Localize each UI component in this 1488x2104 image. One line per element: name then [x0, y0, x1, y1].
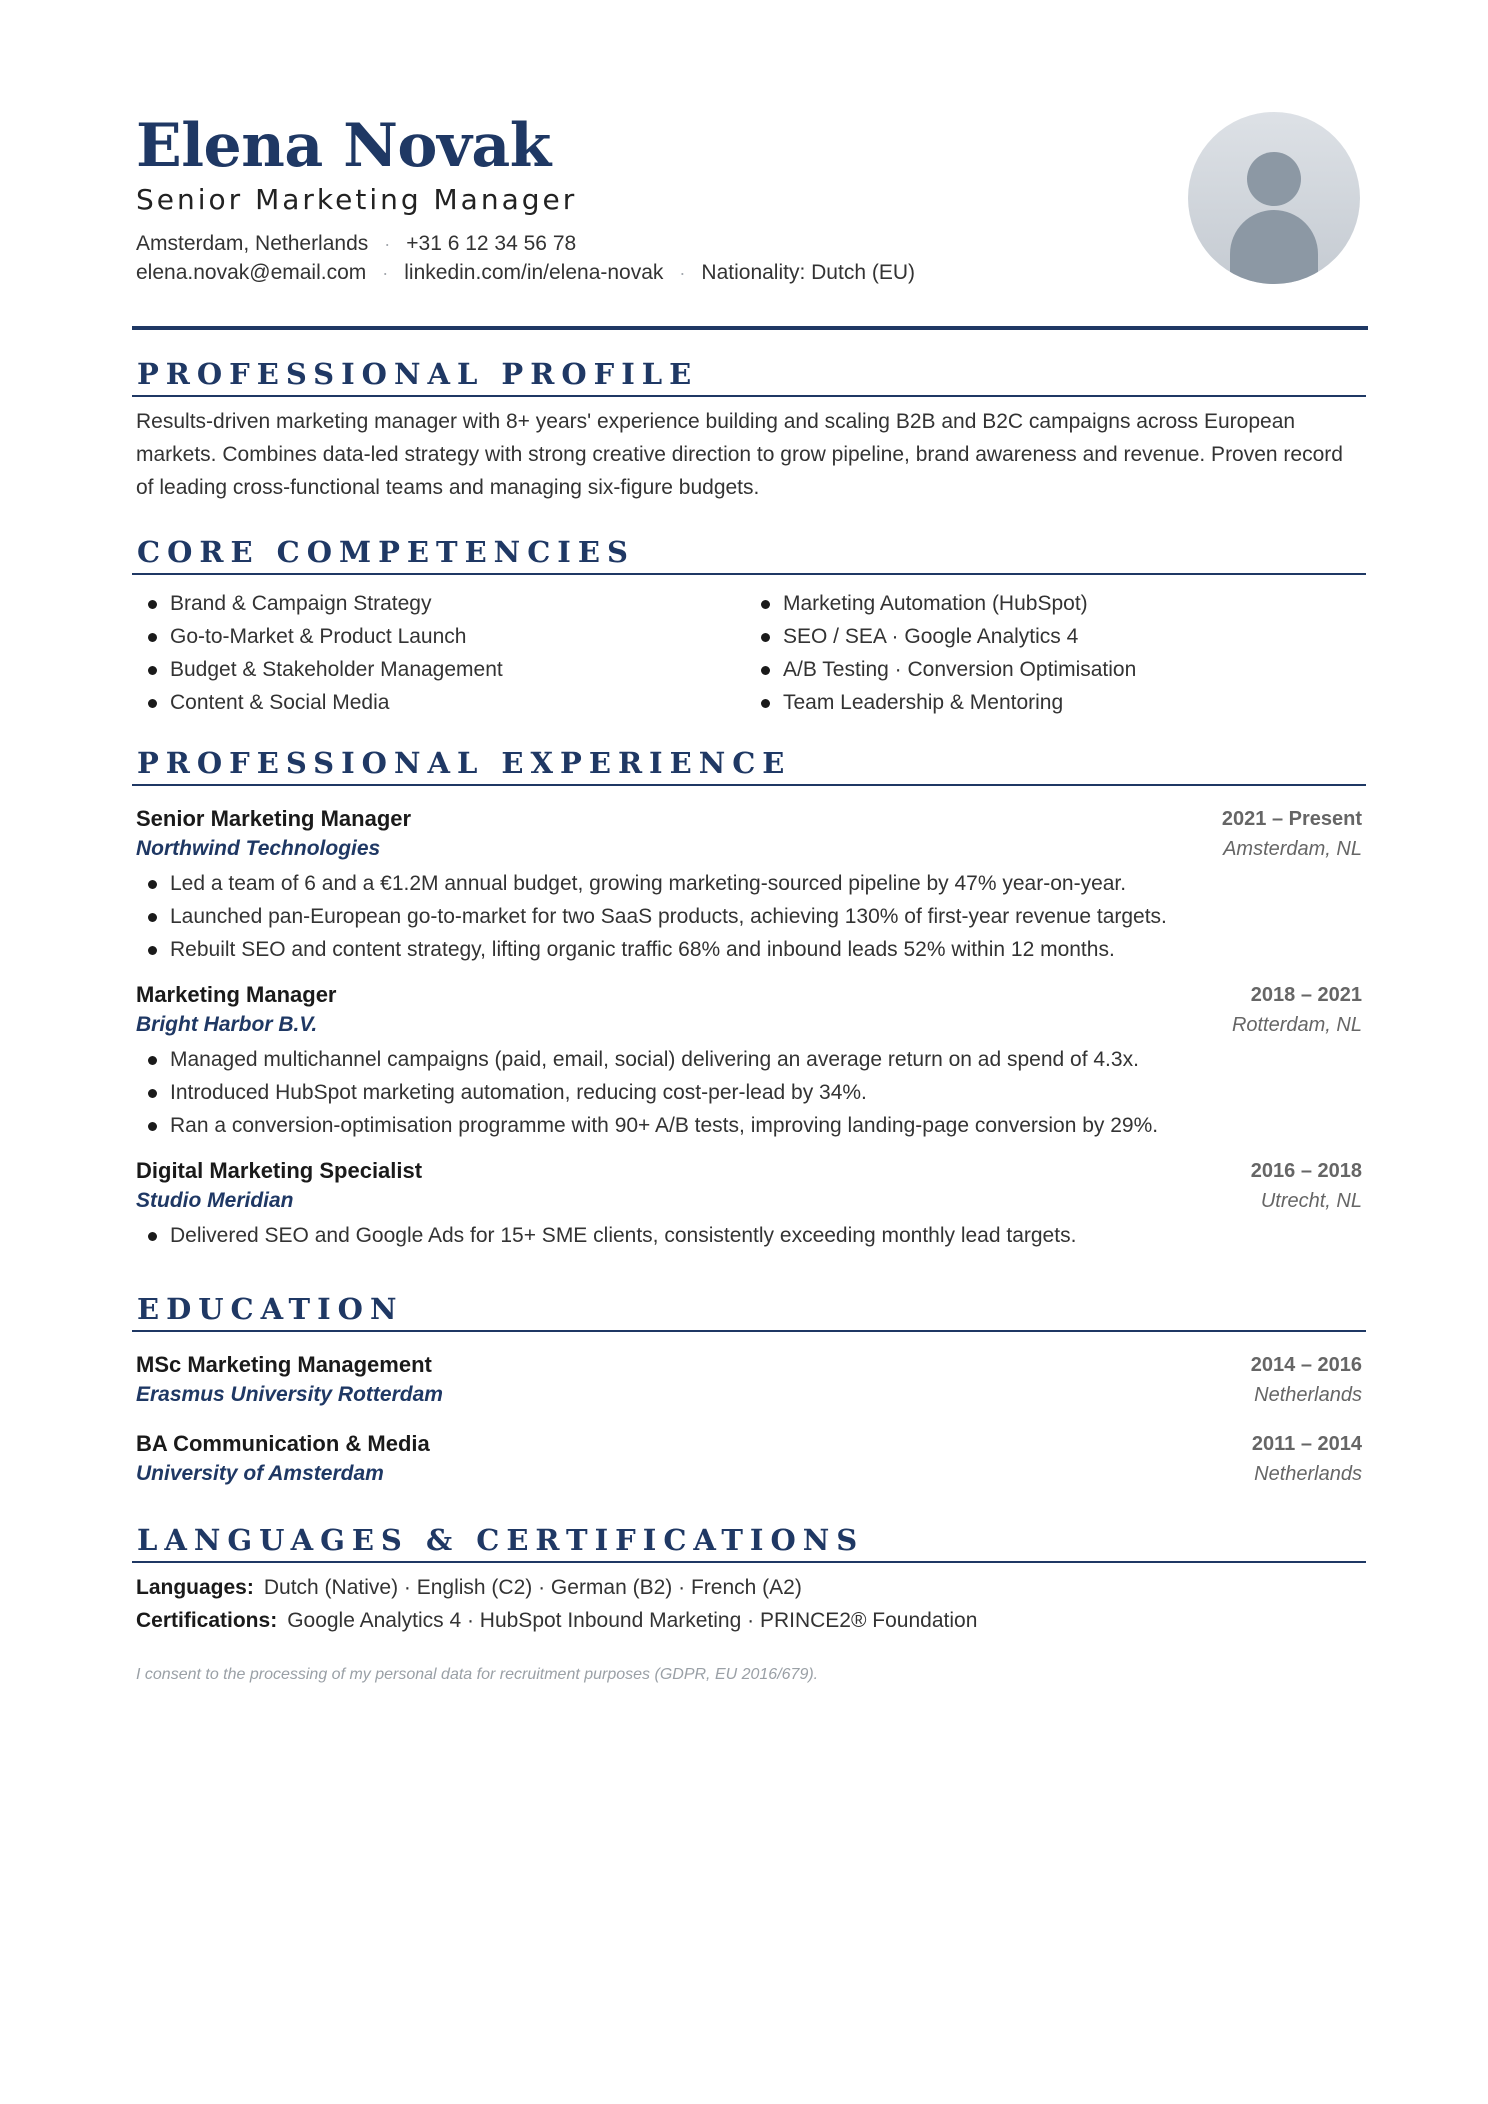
section-experience: [136, 744, 1366, 1252]
list-item: Ran a conversion-optimisation programme with 90+ A/B tests, improving landing-page conversion by 29%.: [136, 1109, 1362, 1142]
section-heading: PROFESSIONAL PROFILE: [137, 357, 699, 391]
list-item: Brand & Campaign Strategy: [136, 587, 749, 620]
candidate-title: Senior Marketing Manager: [136, 183, 578, 216]
header-divider: [132, 326, 1368, 330]
languages-label: Languages:: [136, 1576, 254, 1599]
list-item: A/B Testing · Conversion Optimisation: [749, 653, 1349, 686]
list-item: Introduced HubSpot marketing automation, reducing cost-per-lead by 34%.: [136, 1076, 1362, 1109]
job-org: Bright Harbor B.V.: [136, 1013, 318, 1036]
contact-row-1: [136, 230, 576, 258]
person-silhouette-icon: [1188, 112, 1360, 284]
job-location: Rotterdam, NL: [1231, 1014, 1362, 1036]
education-dates: 2014 – 2016: [1250, 1354, 1362, 1376]
languages-value: Dutch (Native) · English (C2) · German (B2) · French (A2): [263, 1576, 802, 1599]
degree: MSc Marketing Management: [136, 1352, 432, 1377]
languages-row: [136, 1571, 1366, 1604]
section-divider: [132, 573, 1366, 575]
school: University of Amsterdam: [136, 1462, 384, 1485]
certifications-row: [136, 1604, 1366, 1637]
list-item: Delivered SEO and Google Ads for 15+ SME clients, consistently exceeding monthly lead targets.: [136, 1219, 1362, 1252]
silhouette-body: [1230, 210, 1318, 284]
school: Erasmus University Rotterdam: [136, 1383, 443, 1406]
education-location: Netherlands: [1254, 1463, 1362, 1485]
separator: ·: [384, 234, 391, 254]
certifications-value: Google Analytics 4 · HubSpot Inbound Marketing · PRINCE2® Foundation: [287, 1609, 978, 1632]
section-divider: [132, 395, 1366, 397]
nationality: Nationality: Dutch (EU): [701, 261, 915, 284]
certifications-label: Certifications:: [136, 1609, 278, 1632]
separator: ·: [679, 263, 686, 283]
job-location: Utrecht, NL: [1260, 1190, 1362, 1212]
header: [136, 0, 1366, 330]
list-item: Led a team of 6 and a €1.2M annual budget, growing marketing-sourced pipeline by 47% year-on-year.: [136, 867, 1362, 900]
phone: +31 6 12 34 56 78: [406, 232, 577, 255]
section-divider: [132, 1330, 1366, 1332]
email: elena.novak@email.com: [136, 261, 367, 284]
education-entry: [136, 1350, 1362, 1410]
job-bullets: [136, 1219, 1362, 1252]
competencies-left: [136, 587, 749, 719]
candidate-name: Elena Novak: [136, 111, 551, 181]
contact-row-2: [136, 259, 915, 287]
silhouette-head: [1247, 152, 1301, 206]
gdpr-consent-note: I consent to the processing of my personal data for recruitment purposes (GDPR, EU 2016/679).: [136, 1666, 819, 1683]
section-divider: [132, 784, 1366, 786]
job-org: Northwind Technologies: [136, 837, 381, 860]
education-entry: [136, 1429, 1362, 1489]
job-dates: 2018 – 2021: [1250, 984, 1362, 1006]
job-entry: [136, 1156, 1362, 1252]
profile-text: Results-driven marketing manager with 8+ years' experience building and scaling B2B and B2C campaigns across European markets. Combines data-led strategy with strong creative direction to grow pipeline, brand awareness and revenue. Proven record of leading cross-functional teams and managing six-figure budgets.: [136, 410, 1343, 499]
job-entry: [136, 980, 1362, 1142]
education-location: Netherlands: [1254, 1384, 1362, 1406]
languages-certs-list: [136, 1571, 1366, 1637]
job-bullets: [136, 1043, 1362, 1142]
list-item: Go-to-Market & Product Launch: [136, 620, 749, 653]
section-heading: PROFESSIONAL EXPERIENCE: [137, 746, 792, 780]
job-dates: 2016 – 2018: [1250, 1160, 1362, 1182]
section-profile: [136, 355, 1366, 504]
list-item: SEO / SEA · Google Analytics 4: [749, 620, 1349, 653]
section-divider: [132, 1561, 1366, 1563]
list-item: Launched pan-European go-to-market for two SaaS products, achieving 130% of first-year revenue targets.: [136, 900, 1362, 933]
location: Amsterdam, Netherlands: [136, 232, 369, 255]
competencies-grid: [136, 587, 1366, 719]
job-dates: 2021 – Present: [1221, 808, 1362, 830]
resume-content: [136, 0, 1366, 1683]
job-role: Senior Marketing Manager: [136, 806, 412, 831]
competencies-right: [749, 587, 1349, 719]
linkedin: linkedin.com/in/elena-novak: [404, 261, 664, 284]
list-item: Rebuilt SEO and content strategy, lifting organic traffic 68% and inbound leads 52% within 12 months.: [136, 933, 1362, 966]
list-item: Budget & Stakeholder Management: [136, 653, 749, 686]
section-heading: CORE COMPETENCIES: [137, 535, 635, 569]
separator: ·: [382, 263, 389, 283]
section-competencies: [136, 533, 1366, 719]
job-role: Marketing Manager: [136, 982, 337, 1007]
list-item: Managed multichannel campaigns (paid, email, social) delivering an average return on ad spend of 4.3x.: [136, 1043, 1362, 1076]
job-role: Digital Marketing Specialist: [136, 1158, 423, 1183]
job-bullets: [136, 867, 1362, 966]
degree: BA Communication & Media: [136, 1431, 430, 1456]
job-org: Studio Meridian: [136, 1189, 294, 1212]
job-entry: [136, 804, 1362, 966]
list-item: Content & Social Media: [136, 686, 749, 719]
list-item: Team Leadership & Mentoring: [749, 686, 1349, 719]
job-location: Amsterdam, NL: [1223, 838, 1362, 860]
section-languages-certifications: [136, 1521, 1366, 1637]
section-heading: LANGUAGES & CERTIFICATIONS: [137, 1523, 865, 1557]
section-heading: EDUCATION: [137, 1292, 404, 1326]
section-education: [136, 1290, 1366, 1489]
list-item: Marketing Automation (HubSpot): [749, 587, 1349, 620]
education-dates: 2011 – 2014: [1251, 1433, 1362, 1455]
